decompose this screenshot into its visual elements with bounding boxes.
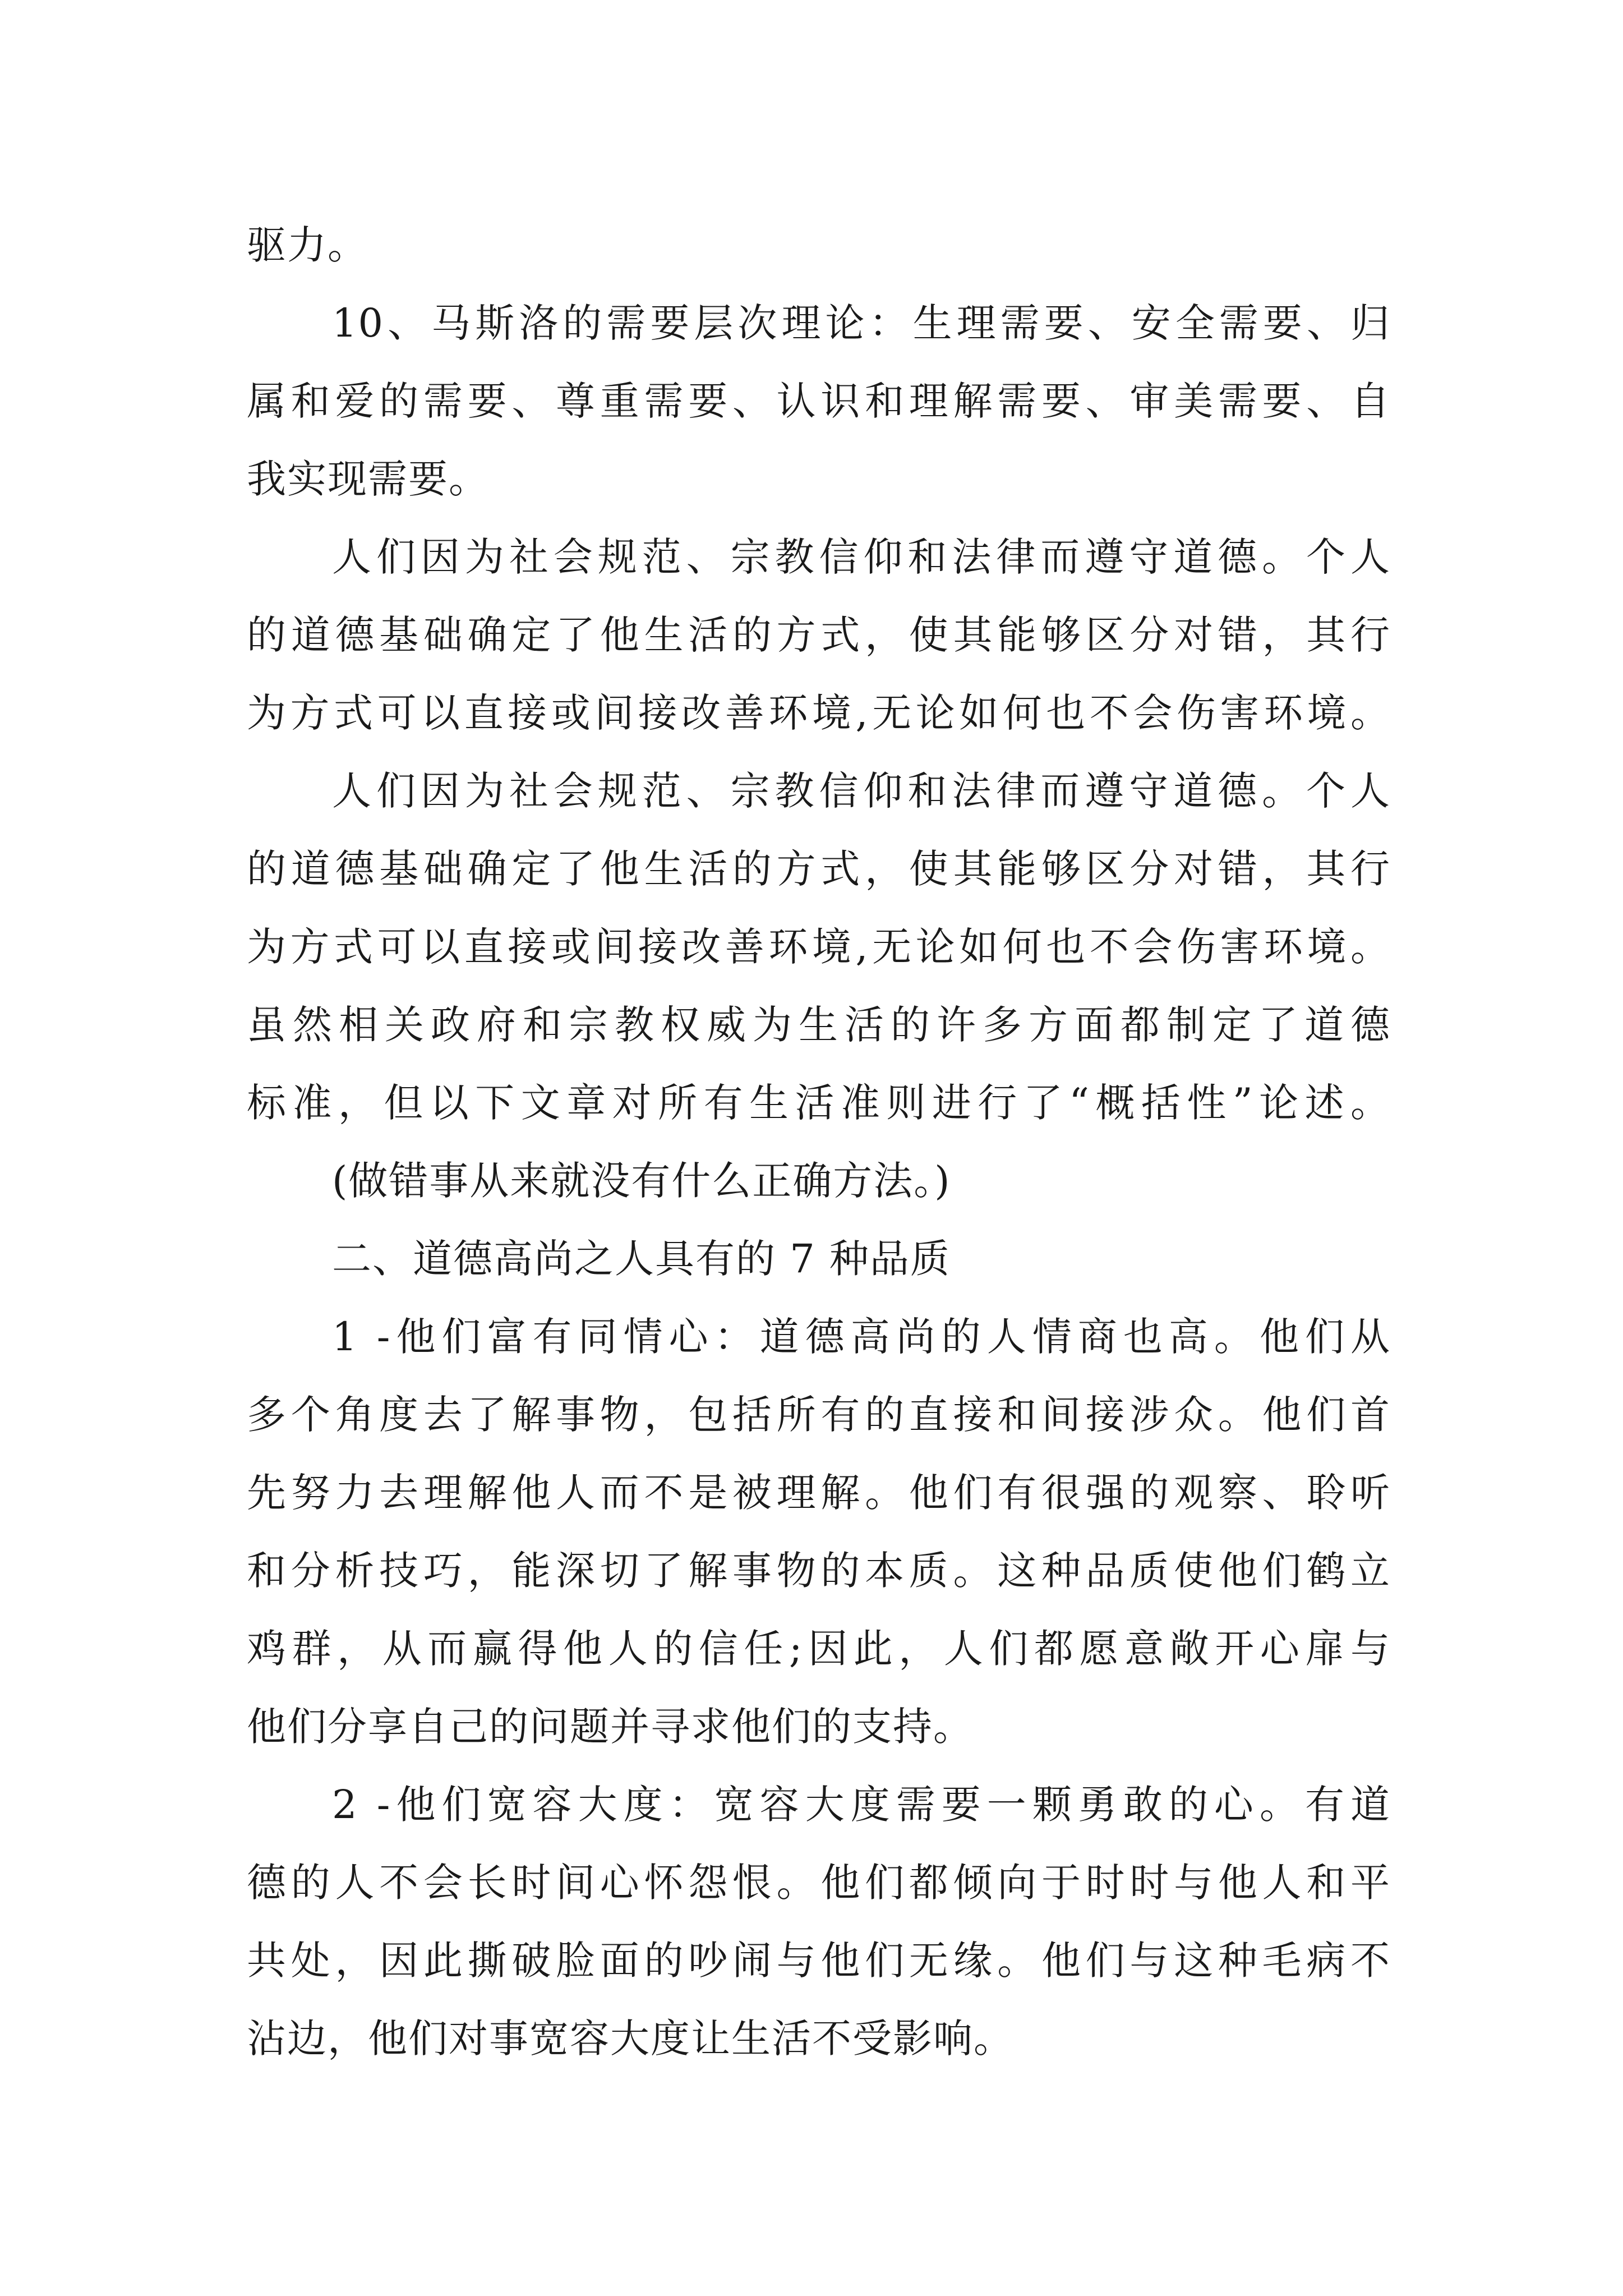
text-line: 沾边，他们对事宽容大度让生活不受影响。 bbox=[247, 2016, 1014, 2062]
text-line: 多个角度去了解事物，包括所有的直接和间接涉众。他们首 bbox=[247, 1392, 1391, 1438]
text-line: 的道德基础确定了他生活的方式，使其能够区分对错，其行 bbox=[247, 612, 1391, 658]
text-line: 德的人不会长时间心怀怨恨。他们都倾向于时时与他人和平 bbox=[247, 1860, 1391, 1906]
text-line: 共处，因此撕破脸面的吵闹与他们无缘。他们与这种毛病不 bbox=[247, 1938, 1391, 1984]
text-line: 驱力。 bbox=[247, 222, 368, 268]
text-line: 10、马斯洛的需要层次理论：生理需要、安全需要、归 bbox=[332, 300, 1391, 346]
text-line: 2 -他们宽容大度：宽容大度需要一颗勇敢的心。有道 bbox=[332, 1782, 1391, 1828]
text-line: 人们因为社会规范、宗教信仰和法律而遵守道德。个人 bbox=[332, 768, 1391, 814]
text-line: 1 -他们富有同情心：道德高尚的人情商也高。他们从 bbox=[332, 1314, 1391, 1360]
text-line: 为方式可以直接或间接改善环境,无论如何也不会伤害环境。 bbox=[247, 690, 1391, 736]
text-line: 虽然相关政府和宗教权威为生活的许多方面都制定了道德 bbox=[247, 1002, 1391, 1048]
text-line: 我实现需要。 bbox=[247, 456, 489, 502]
text-line: 先努力去理解他人而不是被理解。他们有很强的观察、聆听 bbox=[247, 1470, 1391, 1516]
text-line: 的道德基础确定了他生活的方式，使其能够区分对错，其行 bbox=[247, 846, 1391, 892]
document-body bbox=[247, 212, 1391, 2083]
text-line: 鸡群，从而赢得他人的信任;因此，人们都愿意敞开心扉与 bbox=[247, 1626, 1391, 1672]
text-line: 属和爱的需要、尊重需要、认识和理解需要、审美需要、自 bbox=[247, 378, 1391, 424]
text-line: 和分析技巧，能深切了解事物的本质。这种品质使他们鹤立 bbox=[247, 1548, 1391, 1594]
text-line: (做错事从来就没有什么正确方法。) bbox=[332, 1158, 951, 1204]
text-line: 人们因为社会规范、宗教信仰和法律而遵守道德。个人 bbox=[332, 534, 1391, 580]
text-line: 二、道德高尚之人具有的 7 种品质 bbox=[332, 1236, 951, 1282]
text-line: 他们分享自己的问题并寻求他们的支持。 bbox=[247, 1704, 974, 1750]
text-line: 为方式可以直接或间接改善环境,无论如何也不会伤害环境。 bbox=[247, 924, 1391, 970]
text-line: 标准，但以下文章对所有生活准则进行了“概括性”论述。 bbox=[247, 1080, 1391, 1126]
